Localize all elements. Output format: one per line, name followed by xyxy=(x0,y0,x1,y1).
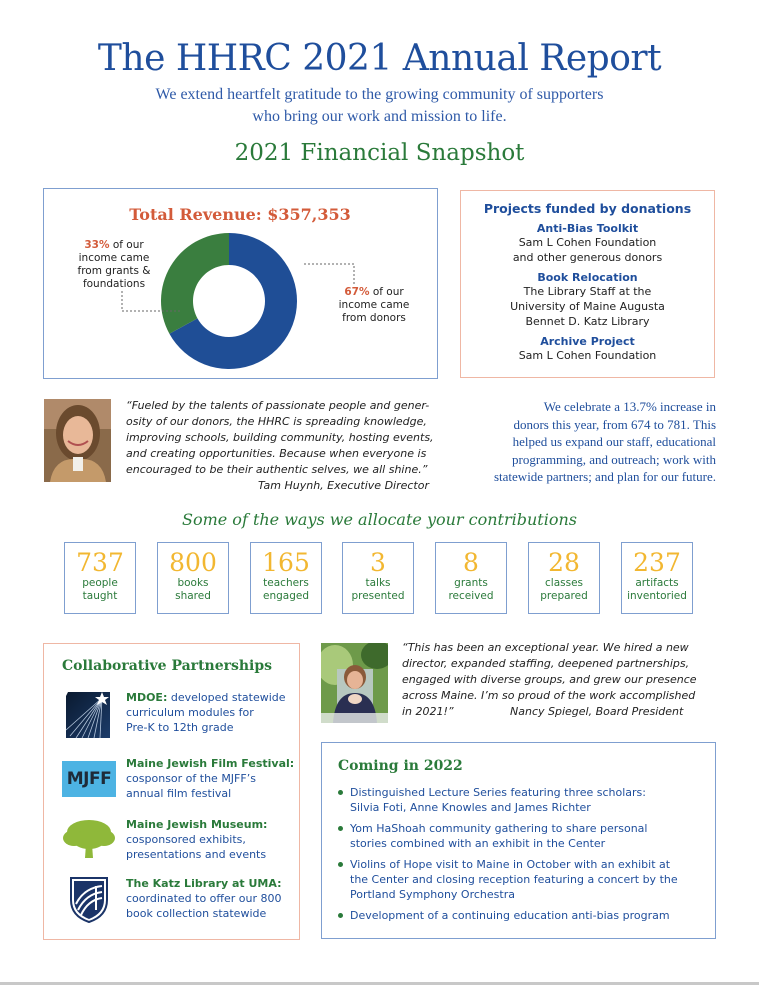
stat-label-2: inventoried xyxy=(627,590,687,602)
celebrate-line: statewide partners; and plan for our future. xyxy=(493,469,716,484)
celebrate-line: We celebrate a 13.7% increase in xyxy=(543,399,716,414)
quote-line: engaged with diverse groups, and grew our presence xyxy=(402,673,697,686)
project-name: Anti-Bias Toolkit xyxy=(536,222,639,235)
coming-item-line: Portland Symphony Orchestra xyxy=(350,888,515,901)
celebrate-line: donors this year, from 674 to 781. This xyxy=(513,416,716,432)
stat-card xyxy=(621,542,693,614)
quote-line: across Maine. I’m so proud of the work accomplished xyxy=(402,689,696,702)
projects-box xyxy=(460,190,715,378)
coming-list xyxy=(338,785,708,929)
quote2-last-line: in 2021!” xyxy=(402,705,454,718)
stat-label-1: people xyxy=(82,577,118,589)
partner-museum: Maine Jewish Museum: cosponsored exhibits, presentations and events xyxy=(126,818,268,861)
stat-card xyxy=(157,542,229,614)
stat-card xyxy=(435,542,507,614)
stat-value: 800 xyxy=(169,548,217,577)
partner-mdoe: MDOE: developed statewide curriculum modules for Pre-K to 12th grade xyxy=(126,691,286,734)
director-attribution: Tam Huynh, Executive Director xyxy=(257,479,429,492)
stat-value: 165 xyxy=(262,548,310,577)
stat-value: 237 xyxy=(633,548,681,577)
coming-item-line: the Center and closing reception featuring a concert by the xyxy=(350,873,678,886)
financial-snapshot-title: 2021 Financial Snapshot xyxy=(234,140,525,166)
stat-card xyxy=(342,542,414,614)
director-quote xyxy=(126,398,441,494)
stat-value: 737 xyxy=(76,548,124,577)
quote-line: encouraged to be their authentic selves, we all shine.” xyxy=(126,463,428,476)
stat-label-2: received xyxy=(448,590,494,602)
stat-label-2: prepared xyxy=(540,590,588,602)
stat-card xyxy=(528,542,600,614)
grants-label: 33% of our income came from grants & foundations xyxy=(77,239,151,290)
stat-card xyxy=(250,542,322,614)
project-funder-line: Sam L Cohen Foundation xyxy=(518,236,657,249)
coming-item-line: Yom HaShoah community gathering to share personal xyxy=(350,822,648,835)
coming-item-line: Silvia Foti, Anne Knowles and James Richter xyxy=(350,801,591,814)
project-funder-line: and other generous donors xyxy=(512,251,663,264)
coming-heading: Coming in 2022 xyxy=(338,758,463,774)
coming-list-item xyxy=(338,908,708,923)
coming-item-line: Development of a continuing education anti-bias program xyxy=(350,909,670,922)
tree-logo xyxy=(62,816,116,860)
celebrate-line: helped us expand our staff, educational xyxy=(512,434,716,449)
project-funder-line: Bennet D. Katz Library xyxy=(525,315,650,328)
stat-label-2: presented xyxy=(351,590,405,602)
nancy-spiegel-photo xyxy=(321,643,388,723)
project-name: Book Relocation xyxy=(537,271,638,284)
partner-katz-library: The Katz Library at UMA: coordinated to offer our 800 book collection statewide xyxy=(126,877,282,920)
coming-item-line: Distinguished Lecture Series featuring three scholars: xyxy=(350,786,646,799)
allocation-heading: Some of the ways we allocate your contributions xyxy=(181,510,577,529)
coming-list-item xyxy=(338,785,708,815)
subtitle-line-2: who bring our work and mission to life. xyxy=(252,108,507,125)
coming-2022-box xyxy=(321,742,716,939)
quote-line: “This has been an exceptional year. We hired a new xyxy=(402,641,689,654)
uma-shield-logo xyxy=(68,874,110,924)
stat-card xyxy=(64,542,136,614)
quote-line: and creating opportunities. Because when everyone is xyxy=(126,447,427,460)
project-funder-line: University of Maine Augusta xyxy=(510,300,665,313)
quote-line: director, expanded staffing, deepened partnerships, xyxy=(402,657,690,670)
bullet-icon xyxy=(338,913,343,918)
partner-mjff: Maine Jewish Film Festival: cosponsor of the MJFF’s annual film festival xyxy=(126,757,295,800)
stat-value: 8 xyxy=(463,548,479,577)
stat-label-2: taught xyxy=(82,590,118,602)
projects-heading: Projects funded by donations xyxy=(483,201,692,216)
subtitle-line-1: We extend heartfelt gratitude to the growing community of supporters xyxy=(155,86,604,103)
stat-label-1: grants xyxy=(454,577,488,589)
stat-label-1: artifacts xyxy=(635,577,679,589)
donors-percent: 67% xyxy=(344,286,370,298)
project-funder-line: Sam L Cohen Foundation xyxy=(518,349,657,362)
quote-line: osity of our donors, the HHRC is spreading knowledge, xyxy=(126,415,427,428)
grants-percent: 33% xyxy=(84,239,110,251)
stat-label-2: engaged xyxy=(262,590,309,602)
celebrate-line: programming, and outreach; work with xyxy=(512,451,716,467)
stat-value: 28 xyxy=(548,548,580,577)
bullet-icon xyxy=(338,790,343,795)
report-title: The HHRC 2021 Annual Report xyxy=(97,38,662,79)
donut-slice-grants-foundations xyxy=(161,233,229,334)
tam-huynh-photo xyxy=(44,399,111,482)
partnerships-box xyxy=(43,643,300,940)
stat-label-1: classes xyxy=(545,577,583,589)
bullet-icon xyxy=(338,862,343,867)
president-attribution: Nancy Spiegel, Board President xyxy=(510,705,684,718)
stat-label-2: shared xyxy=(175,590,211,602)
partnerships-heading: Collaborative Partnerships xyxy=(62,658,273,674)
donor-increase-statement xyxy=(440,398,716,486)
stat-label-1: books xyxy=(177,577,209,589)
coming-item-line: Violins of Hope visit to Maine in October with an exhibit at xyxy=(350,858,671,871)
revenue-box xyxy=(43,188,438,379)
coming-list-item xyxy=(338,821,708,851)
mdoe-star-logo xyxy=(64,690,112,740)
stat-value: 3 xyxy=(370,548,386,577)
coming-list-item xyxy=(338,857,708,902)
bullet-icon xyxy=(338,826,343,831)
revenue-title: Total Revenue: $357,353 xyxy=(129,205,351,224)
stat-label-1: talks xyxy=(365,577,391,589)
donors-label: 67% of our income came from donors xyxy=(338,286,410,324)
grants-leader-line xyxy=(119,289,184,317)
donors-leader-line xyxy=(302,257,358,287)
president-quote xyxy=(402,640,722,720)
project-name: Archive Project xyxy=(540,335,635,348)
mjff-logo: MJFF xyxy=(62,761,116,797)
report-subtitle xyxy=(0,84,759,128)
stat-label-1: teachers xyxy=(263,577,309,589)
coming-item-line: stories combined with an exhibit in the Center xyxy=(350,837,606,850)
quote-line: “Fueled by the talents of passionate people and gener- xyxy=(126,399,430,412)
project-funder-line: The Library Staff at the xyxy=(523,285,652,298)
quote-line: improving schools, building community, hosting events, xyxy=(126,431,434,444)
